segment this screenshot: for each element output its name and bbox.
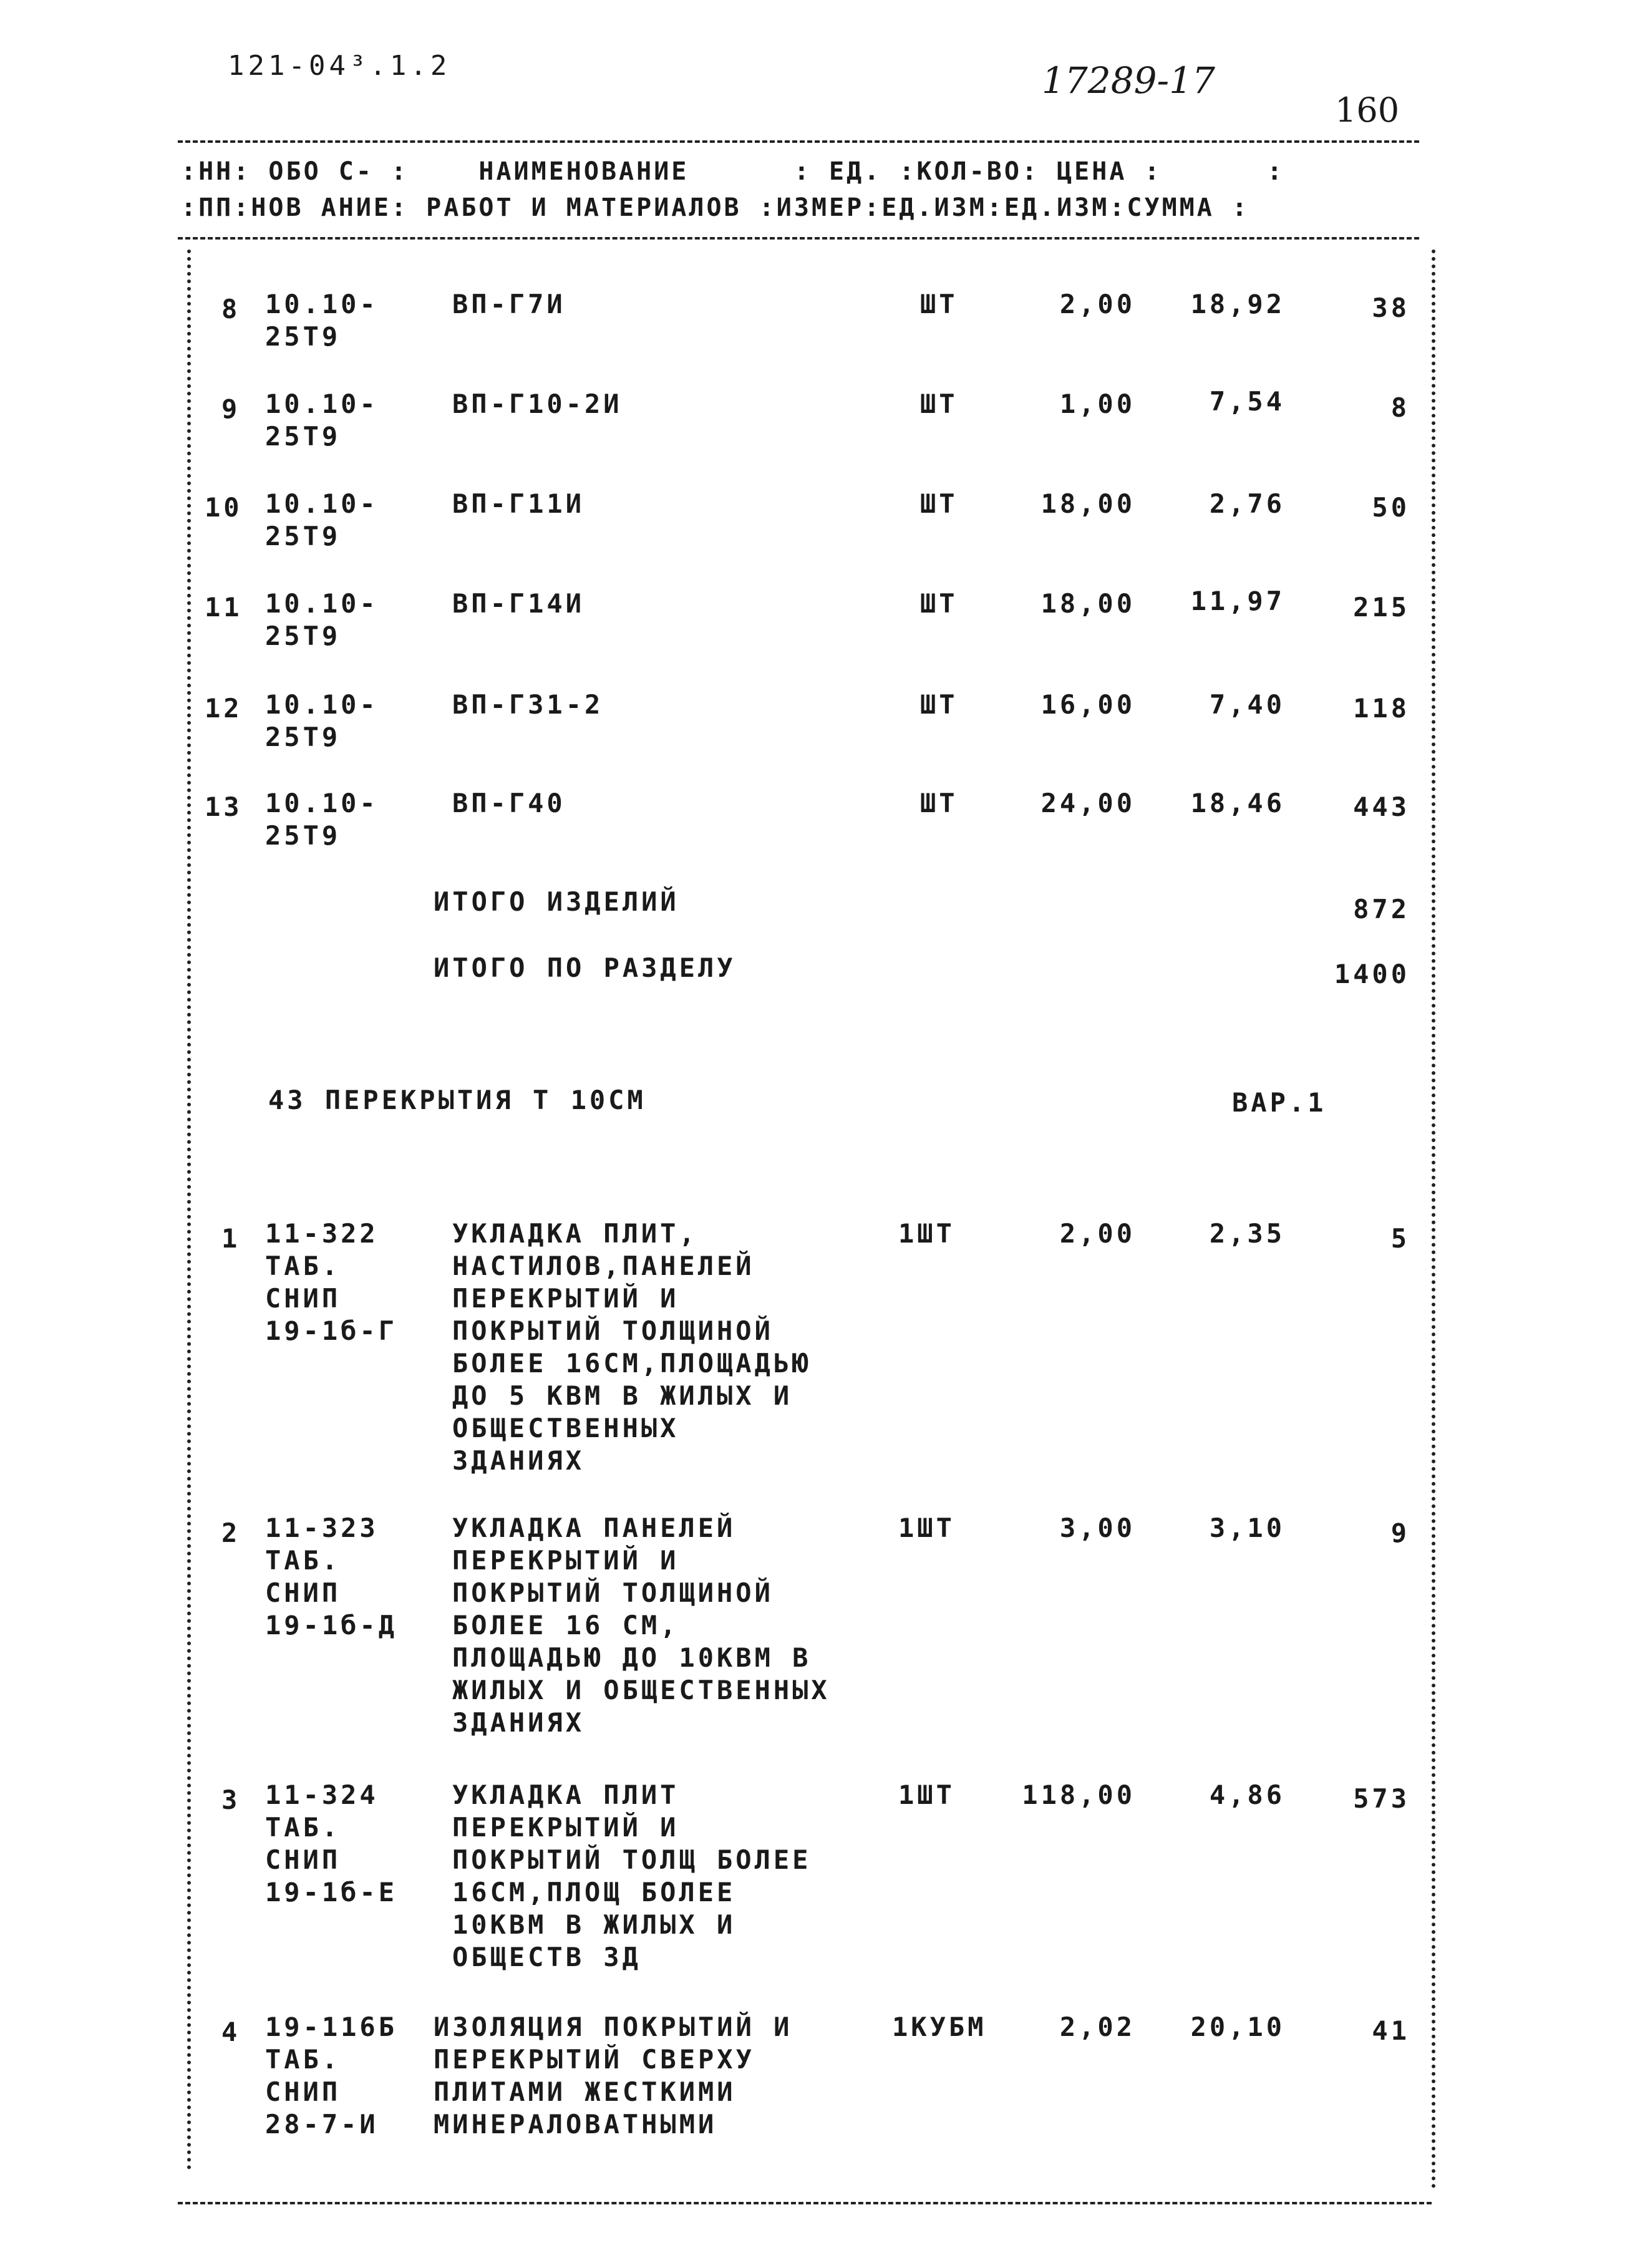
total-items-label: ИТОГО ИЗДЕЛИЙ xyxy=(434,886,679,917)
row-quantity: 3,00 xyxy=(1059,1513,1135,1543)
row-number: 9 xyxy=(221,394,241,424)
document-code: 121-04³.1.2 xyxy=(228,50,451,82)
row-number: 1 xyxy=(221,1223,241,1254)
table-left-border xyxy=(187,250,191,2171)
row-number: 13 xyxy=(205,792,243,822)
table-header-line-1: :НН: ОБО С- : НАИМЕНОВАНИЕ : ЕД. :КОЛ-ВО: ЦЕНА : : xyxy=(181,157,1285,186)
table-header-rule xyxy=(178,237,1419,240)
row-unit: ШТ xyxy=(920,689,958,720)
row-name: ВП-Г7И xyxy=(452,289,566,319)
row-unit: 1ШТ xyxy=(898,1513,955,1543)
row-price: 18,46 xyxy=(1190,788,1285,818)
row-number: 4 xyxy=(221,2017,241,2047)
row-quantity: 1,00 xyxy=(1059,389,1135,419)
row-code: 10.10- 25Т9 xyxy=(265,588,379,651)
row-code: 11-324 ТАБ. СНИП 19-1б-Е xyxy=(265,1780,398,1907)
row-price: 2,35 xyxy=(1209,1218,1285,1249)
row-quantity: 118,00 xyxy=(1022,1780,1135,1810)
row-name: ВП-Г11И xyxy=(452,488,585,519)
row-price: 11,97 xyxy=(1190,586,1285,616)
row-unit: 1КУБМ xyxy=(892,2012,987,2042)
row-name: ИЗОЛЯЦИЯ ПОКРЫТИЙ И ПЕРЕКРЫТИЙ СВЕРХУ ПЛИТАМИ ЖЕСТКИМИ МИНЕРАЛОВАТНЫМИ xyxy=(434,2012,793,2140)
table-header-line-2: :ПП:НОВ АНИЕ: РАБОТ И МАТЕРИАЛОВ :ИЗМЕР:ЕД.ИЗМ:ЕД.ИЗМ:СУММА : xyxy=(181,193,1250,222)
row-name: ВП-Г40 xyxy=(452,788,566,818)
total-section-value: 1400 xyxy=(1334,959,1410,989)
page-number: 160 xyxy=(1335,90,1400,130)
row-number: 3 xyxy=(221,1785,241,1815)
row-number: 10 xyxy=(205,492,243,523)
row-quantity: 18,00 xyxy=(1041,588,1135,619)
row-name: УКЛАДКА ПЛИТ, НАСТИЛОВ,ПАНЕЛЕЙ ПЕРЕКРЫТИЙ И ПОКРЫТИЙ ТОЛЩИНОЙ БОЛЕЕ 16СМ,ПЛОЩАДЬЮ ДО 5 КВМ В ЖИЛЫХ И ОБЩЕСТВЕННЫХ ЗДАНИЯХ xyxy=(452,1218,812,1476)
row-quantity: 18,00 xyxy=(1041,488,1135,519)
row-price: 20,10 xyxy=(1190,2012,1285,2042)
row-sum: 41 xyxy=(1372,2015,1410,2046)
row-name: УКЛАДКА ПАНЕЛЕЙ ПЕРЕКРЫТИЙ И ПОКРЫТИЙ ТОЛЩИНОЙ БОЛЕЕ 16 СМ, ПЛОЩАДЬЮ ДО 10КВМ В ЖИЛЫХ И ОБЩЕСТВЕННЫХ ЗДАНИЯХ xyxy=(452,1513,830,1738)
row-unit: ШТ xyxy=(920,289,958,319)
row-sum: 215 xyxy=(1353,592,1410,623)
row-sum: 8 xyxy=(1390,392,1410,423)
row-quantity: 2,00 xyxy=(1059,1218,1135,1249)
row-sum: 9 xyxy=(1390,1518,1410,1548)
row-code: 11-323 ТАБ. СНИП 19-1б-Д xyxy=(265,1513,398,1640)
row-unit: 1ШТ xyxy=(898,1218,955,1249)
row-price: 3,10 xyxy=(1209,1513,1285,1543)
row-sum: 573 xyxy=(1353,1783,1410,1814)
section-variant: ВАР.1 xyxy=(1232,1087,1327,1118)
row-unit: ШТ xyxy=(920,389,958,419)
row-code: 10.10- 25Т9 xyxy=(265,488,379,551)
row-code: 10.10- 25Т9 xyxy=(265,389,379,452)
row-name: ВП-Г10-2И xyxy=(452,389,623,419)
row-name: ВП-Г31-2 xyxy=(452,689,604,720)
table-bottom-rule xyxy=(178,2202,1432,2204)
row-price: 4,86 xyxy=(1209,1780,1285,1810)
row-sum: 50 xyxy=(1372,492,1410,523)
row-quantity: 2,00 xyxy=(1059,289,1135,319)
row-name: УКЛАДКА ПЛИТ ПЕРЕКРЫТИЙ И ПОКРЫТИЙ ТОЛЩ БОЛЕЕ 16СМ,ПЛОЩ БОЛЕЕ 10КВМ В ЖИЛЫХ И ОБЩЕСТВ ЗД xyxy=(452,1780,812,1972)
row-price: 2,76 xyxy=(1209,488,1285,519)
row-number: 8 xyxy=(221,294,241,324)
row-name: ВП-Г14И xyxy=(452,588,585,619)
row-number: 11 xyxy=(205,592,243,623)
row-sum: 443 xyxy=(1353,792,1410,822)
row-price: 7,40 xyxy=(1209,689,1285,720)
row-price: 18,92 xyxy=(1190,289,1285,319)
row-unit: ШТ xyxy=(920,788,958,818)
total-items-value: 872 xyxy=(1353,894,1410,924)
row-code: 11-322 ТАБ. СНИП 19-1б-Г xyxy=(265,1218,398,1346)
row-sum: 118 xyxy=(1353,693,1410,724)
row-number: 2 xyxy=(221,1518,241,1548)
row-sum: 5 xyxy=(1390,1223,1410,1254)
row-code: 19-116Б ТАБ. СНИП 28-7-И xyxy=(265,2012,398,2140)
row-number: 12 xyxy=(205,693,243,724)
row-unit: ШТ xyxy=(920,488,958,519)
row-quantity: 2,02 xyxy=(1059,2012,1135,2042)
section-title: 43 ПЕРЕКРЫТИЯ Т 10СМ xyxy=(268,1085,646,1115)
row-code: 10.10- 25Т9 xyxy=(265,289,379,352)
row-price: 7,54 xyxy=(1209,386,1285,417)
row-unit: 1ШТ xyxy=(898,1780,955,1810)
row-unit: ШТ xyxy=(920,588,958,619)
table-right-border xyxy=(1432,250,1435,2189)
row-code: 10.10- 25Т9 xyxy=(265,788,379,851)
total-section-label: ИТОГО ПО РАЗДЕЛУ xyxy=(434,952,736,983)
row-sum: 38 xyxy=(1372,293,1410,323)
row-code: 10.10- 25Т9 xyxy=(265,689,379,752)
row-quantity: 24,00 xyxy=(1041,788,1135,818)
row-quantity: 16,00 xyxy=(1041,689,1135,720)
handwritten-number: 17289-17 xyxy=(1042,59,1215,102)
table-top-rule xyxy=(178,140,1419,143)
